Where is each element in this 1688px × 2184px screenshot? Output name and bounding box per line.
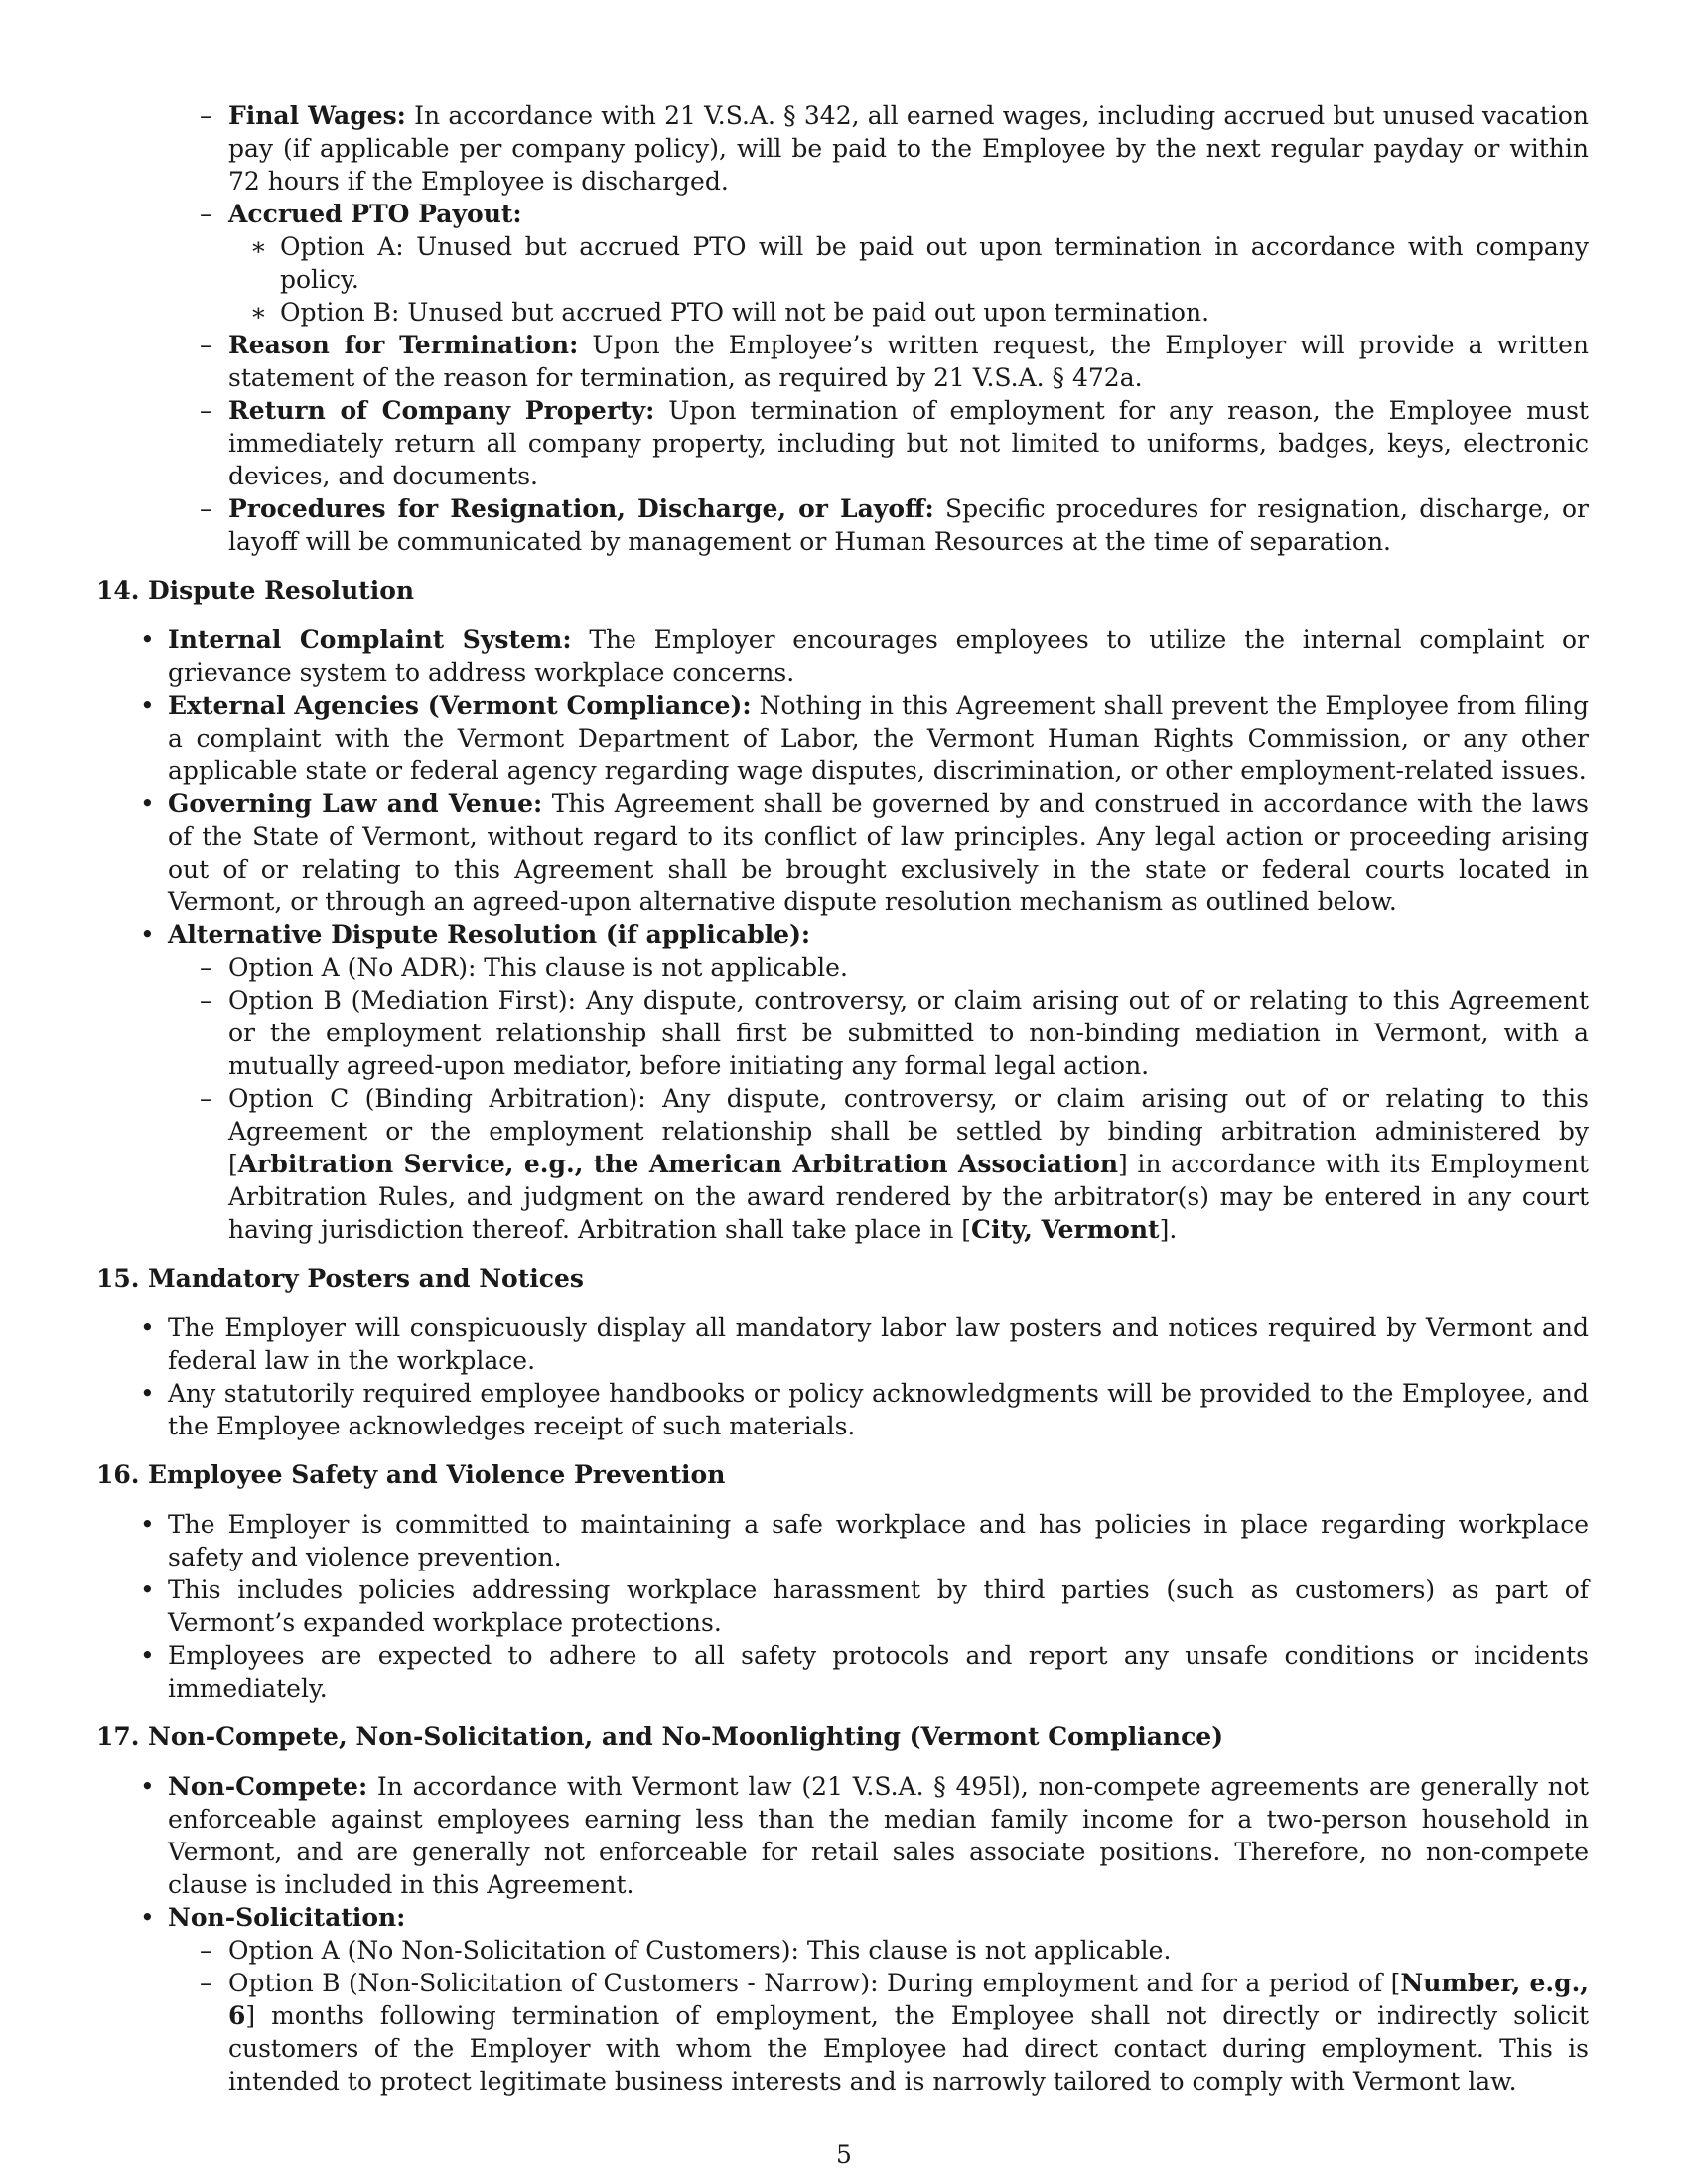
item-text: The Employer will conspicuously display all mandatory labor law posters and notices required by Vermont and federal law in the workplace.	[168, 1313, 1589, 1375]
reason-termination-item	[96, 329, 1589, 394]
item-text: This includes policies addressing workplace harassment by third parties (such as customers) as part of Vermont’s expanded workplace protections.	[168, 1575, 1589, 1637]
nonsolicit-option-b	[96, 1967, 1589, 2098]
item-text: Upon the Employee’s written request, the Employer will provide a written statement of the reason for termination, as required by 21 V.S.A. § 472a.	[228, 331, 1589, 392]
internal-complaint-item	[96, 623, 1589, 689]
section-14-heading	[96, 574, 1589, 607]
bullet-marker: •	[140, 1575, 155, 1604]
bullet-marker: •	[140, 691, 155, 720]
dash-marker: –	[200, 1936, 212, 1965]
item-text: Specific procedures for resignation, discharge, or layoff will be communicated by management or Human Resources at the time of separation.	[228, 494, 1590, 556]
governing-law-item	[96, 787, 1589, 918]
bullet-marker: •	[140, 1641, 155, 1670]
dash-marker: –	[200, 331, 212, 359]
bullet-marker: •	[140, 789, 155, 818]
bullet-marker: •	[140, 1313, 155, 1342]
option-text: Option B: Unused but accrued PTO will not be paid out upon termination.	[280, 298, 1210, 327]
section-number: 14.	[96, 576, 140, 605]
adr-option-a	[96, 951, 1589, 984]
section-title: Dispute Resolution	[148, 576, 415, 605]
final-wages-item	[96, 99, 1589, 198]
bullet-marker: •	[140, 1379, 155, 1408]
section-number: 16.	[96, 1460, 140, 1489]
non-compete-item	[96, 1770, 1589, 1901]
option-text: Option B (Non-Solicitation of Customers - Narrow): During employment and for a period of [	[228, 1969, 1401, 1997]
item-text: Nothing in this Agreement shall prevent the Employee from filing a complaint with the Vermont Department of Labor, the Vermont Human Rights Commission, or any other applicable state or federal agency regarding wage disputes, discrimination, or other employment-related issues.	[168, 691, 1589, 785]
item-label: Procedures for Resignation, Discharge, or Layoff:	[228, 494, 934, 523]
item-label: Non-Compete:	[168, 1772, 368, 1801]
option-text: Option A (No ADR): This clause is not applicable.	[228, 953, 848, 982]
placeholder-number: Number, e.g., 6	[228, 1969, 1589, 2030]
item-label: Alternative Dispute Resolution (if applicable):	[168, 920, 811, 949]
item-text: Any statutorily required employee handbooks or policy acknowledgments will be provided to the Employee, and the Employee acknowledges receipt of such materials.	[168, 1379, 1589, 1440]
page-number: 5	[836, 2140, 852, 2169]
pto-option-b	[96, 296, 1589, 329]
dash-marker: –	[200, 1969, 212, 1997]
item-label: Internal Complaint System:	[168, 625, 572, 654]
bullet-marker: •	[140, 1772, 155, 1801]
bullet-marker: •	[140, 1903, 155, 1932]
item-text: Employees are expected to adhere to all safety protocols and report any unsafe conditions or incidents immediately.	[168, 1641, 1589, 1703]
procedures-item	[96, 492, 1589, 558]
item-label: Reason for Termination:	[228, 331, 579, 359]
option-text: ].	[1159, 1215, 1178, 1244]
bullet-marker: •	[140, 1510, 155, 1539]
section-16-heading	[96, 1458, 1589, 1491]
option-text: ] months following termination of employment, the Employee shall not directly or indirectly solicit customers of the Employer with whom the Employee had direct contact during employment. This is intended to protect legitimate business interests and is narrowly tailored to comply with Vermont law.	[228, 2001, 1589, 2096]
page-content	[96, 99, 1589, 2098]
section-number: 17.	[96, 1722, 140, 1751]
non-solicitation-item	[96, 1901, 1589, 1934]
list-item	[96, 1639, 1589, 1705]
bullet-marker: •	[140, 625, 155, 654]
item-label: Return of Company Property:	[228, 396, 655, 425]
adr-option-b	[96, 984, 1589, 1082]
list-item	[96, 1508, 1589, 1573]
star-marker: ∗	[250, 298, 267, 327]
item-text: The Employer encourages employees to utilize the internal complaint or grievance system to address workplace concerns.	[168, 625, 1589, 687]
list-item	[96, 1377, 1589, 1442]
dash-marker: –	[200, 101, 212, 130]
nonsolicit-option-a	[96, 1934, 1589, 1967]
item-label: Accrued PTO Payout:	[228, 200, 522, 228]
adr-item	[96, 918, 1589, 951]
option-text: ] in accordance with its Employment Arbitration Rules, and judgment on the award rendered by the arbitrator(s) may be entered in any court having jurisdiction thereof. Arbitration shall take place in [	[228, 1150, 1589, 1244]
section-15-heading	[96, 1262, 1589, 1295]
accrued-pto-item	[96, 198, 1589, 230]
item-text: In accordance with 21 V.S.A. § 342, all earned wages, including accrued but unused vacation pay (if applicable per company policy), will be paid to the Employee by the next regular payday or within 72 hours if the Employee is discharged.	[228, 101, 1589, 196]
bullet-marker: •	[140, 920, 155, 949]
placeholder-arbitration-service: Arbitration Service, e.g., the American Arbitration Association	[237, 1150, 1119, 1178]
item-text: The Employer is committed to maintaining a safe workplace and has policies in place regarding workplace safety and violence prevention.	[168, 1510, 1589, 1571]
placeholder-city: City, Vermont	[971, 1215, 1160, 1244]
section-title: Non-Compete, Non-Solicitation, and No-Moonlighting (Vermont Compliance)	[148, 1722, 1224, 1751]
list-item	[96, 1311, 1589, 1377]
adr-option-c	[96, 1082, 1589, 1246]
dash-marker: –	[200, 953, 212, 982]
dash-marker: –	[200, 396, 212, 425]
item-label: Final Wages:	[228, 101, 406, 130]
section-number: 15.	[96, 1264, 140, 1293]
return-property-item	[96, 394, 1589, 492]
option-text: Option A (No Non-Solicitation of Customers): This clause is not applicable.	[228, 1936, 1172, 1965]
dash-marker: –	[200, 494, 212, 523]
dash-marker: –	[200, 1084, 212, 1113]
item-label: External Agencies (Vermont Compliance):	[168, 691, 752, 720]
option-text: Option A: Unused but accrued PTO will be paid out upon termination in accordance with company policy.	[280, 232, 1589, 294]
item-text: Upon termination of employment for any reason, the Employee must immediately return all company property, including but not limited to uniforms, badges, keys, electronic devices, and documents.	[228, 396, 1589, 490]
item-label: Non-Solicitation:	[168, 1903, 406, 1932]
dash-marker: –	[200, 986, 212, 1015]
list-item	[96, 1573, 1589, 1639]
pto-option-a	[96, 230, 1589, 296]
section-17-heading	[96, 1720, 1589, 1753]
item-text: This Agreement shall be governed by and construed in accordance with the laws of the State of Vermont, without regard to its conflict of law principles. Any legal action or proceeding arising out of or relating to this Agreement shall be brought exclusively in the state or federal courts located in Vermont, or through an agreed-upon alternative dispute resolution mechanism as outlined below.	[168, 789, 1589, 916]
item-text: In accordance with Vermont law (21 V.S.A. § 495l), non-compete agreements are generally not enforceable against employees earning less than the median family income for a two-person household in Vermont, and are generally not enforceable for retail sales associate positions. Therefore, no non-compete clause is included in this Agreement.	[168, 1772, 1589, 1899]
section-title: Employee Safety and Violence Prevention	[148, 1460, 726, 1489]
section-title: Mandatory Posters and Notices	[148, 1264, 584, 1293]
item-label: Governing Law and Venue:	[168, 789, 543, 818]
dash-marker: –	[200, 200, 212, 228]
option-text: Option C (Binding Arbitration): Any dispute, controversy, or claim arising out of or relating to this Agreement or the employment relationship shall be settled by binding arbitration administered by [	[228, 1084, 1589, 1178]
star-marker: ∗	[250, 232, 267, 261]
external-agencies-item	[96, 689, 1589, 787]
option-text: Option B (Mediation First): Any dispute, controversy, or claim arising out of or relating to this Agreement or the employment relationship shall first be submitted to non-binding mediation in Vermont, with a mutually agreed-upon mediator, before initiating any formal legal action.	[228, 986, 1589, 1080]
